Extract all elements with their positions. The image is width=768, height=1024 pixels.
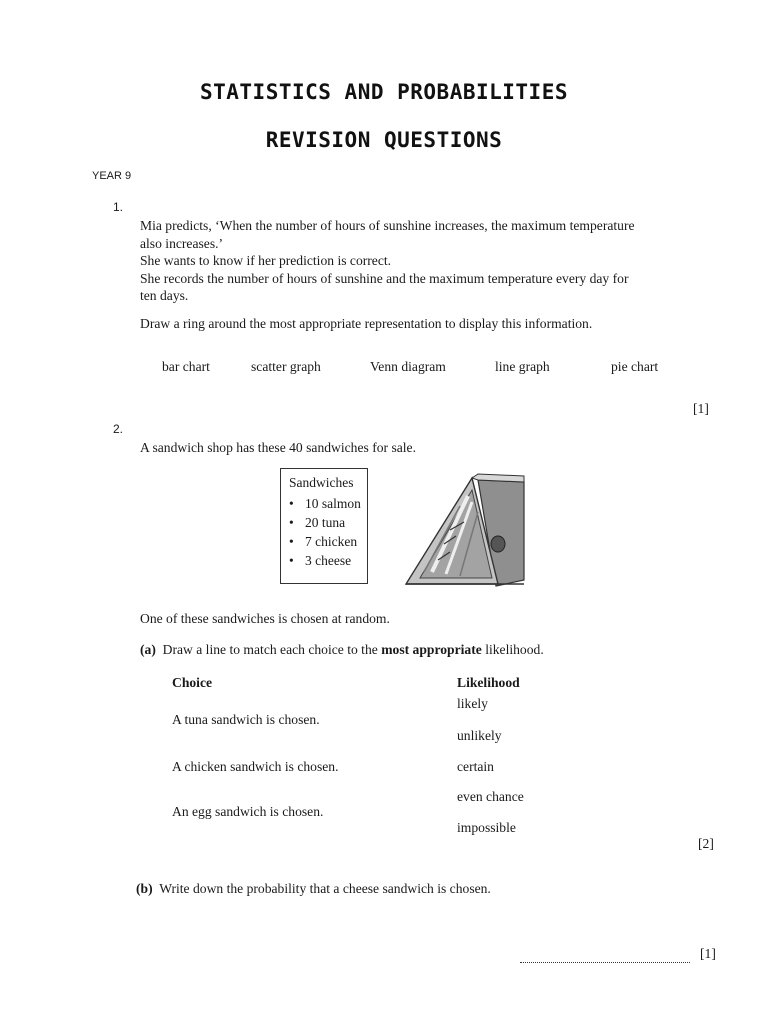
part-b-label: (b) (136, 881, 153, 896)
part-a-label: (a) (140, 642, 156, 657)
list-item: • 3 cheese (289, 551, 367, 570)
list-item: • 7 chicken (289, 532, 367, 551)
sandwich-list (289, 494, 367, 570)
option-line-graph[interactable]: line graph (495, 359, 550, 374)
question-2b-marks: [1] (700, 946, 716, 961)
choice-egg[interactable]: An egg sandwich is chosen. (172, 804, 324, 819)
option-scatter-graph[interactable]: scatter graph (251, 359, 321, 374)
question-2a-marks: [2] (698, 836, 714, 851)
sandwich-list-box (280, 468, 368, 584)
question-1-line: She records the number of hours of sunshine and the maximum temperature every day for (140, 270, 629, 286)
question-2-intro: A sandwich shop has these 40 sandwiches for sale. (140, 440, 416, 455)
question-1-line: also increases.’ (140, 235, 224, 251)
question-2a-text (140, 641, 740, 659)
question-1-line: She wants to know if her prediction is correct. (140, 253, 392, 268)
question-1-line: ten days. (140, 288, 189, 303)
sandwich-illustration (400, 472, 528, 592)
likelihood-unlikely[interactable]: unlikely (457, 728, 502, 743)
choice-tuna[interactable]: A tuna sandwich is chosen. (172, 712, 320, 727)
option-bar-chart[interactable]: bar chart (162, 359, 210, 374)
question-2b-text (136, 880, 736, 898)
part-a-text-after: likelihood. (485, 642, 544, 657)
choice-header: Choice (172, 675, 213, 690)
question-1-number: 1. (113, 200, 124, 214)
part-a-text-before: Draw a line to match each choice to the (162, 642, 378, 657)
option-pie-chart[interactable]: pie chart (611, 359, 659, 374)
question-1-instruction: Draw a ring around the most appropriate representation to display this information. (140, 316, 593, 331)
question-2-random-line: One of these sandwiches is chosen at random. (140, 611, 390, 626)
question-1-line: Mia predicts, ‘When the number of hours of sunshine increases, the maximum temperature (140, 218, 635, 233)
sandwich-list-heading: Sandwiches (289, 475, 354, 490)
part-a-text-bold: most appropriate (381, 642, 482, 657)
page-subtitle: REVISION QUESTIONS (265, 128, 503, 152)
answer-line[interactable] (520, 956, 690, 963)
likelihood-likely[interactable]: likely (457, 696, 488, 711)
list-item: • 10 salmon (289, 494, 367, 513)
likelihood-even-chance[interactable]: even chance (457, 789, 524, 804)
likelihood-header: Likelihood (457, 675, 520, 690)
year-label: YEAR 9 (92, 170, 132, 182)
question-1-text (140, 217, 720, 305)
question-1-marks: [1] (693, 401, 709, 416)
list-item: • 20 tuna (289, 513, 367, 532)
option-venn-diagram[interactable]: Venn diagram (370, 359, 446, 374)
page-title: STATISTICS AND PROBABILITIES (199, 80, 568, 104)
part-b-text: Write down the probability that a cheese sandwich is chosen. (159, 881, 491, 896)
likelihood-certain[interactable]: certain (457, 759, 494, 774)
likelihood-impossible[interactable]: impossible (457, 820, 516, 835)
question-2-number: 2. (113, 422, 124, 436)
choice-chicken[interactable]: A chicken sandwich is chosen. (172, 759, 339, 774)
